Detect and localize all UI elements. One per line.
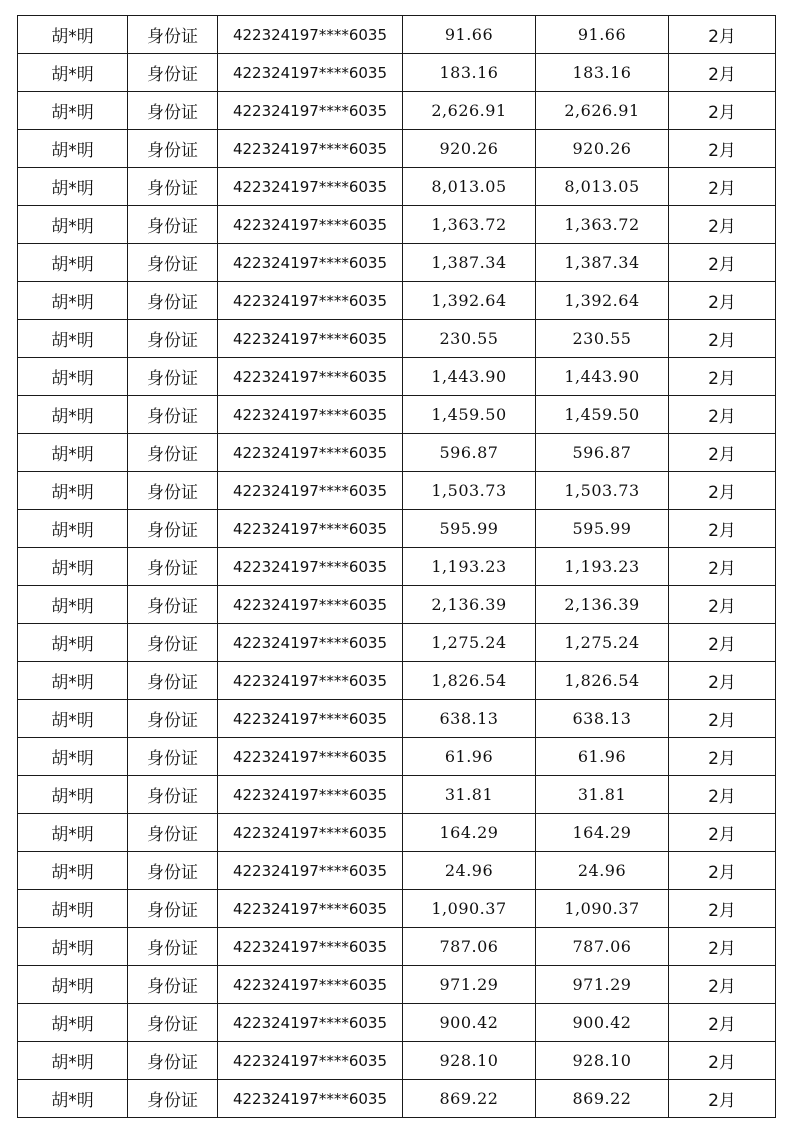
amount-paid-cell: 1,275.24 bbox=[536, 624, 669, 662]
amount-paid-cell: 2,626.91 bbox=[536, 92, 669, 130]
table-row bbox=[18, 434, 776, 472]
table-row bbox=[18, 54, 776, 92]
name-cell: 胡*明 bbox=[18, 662, 128, 700]
id-type-cell: 身份证 bbox=[128, 814, 218, 852]
name-cell: 胡*明 bbox=[18, 206, 128, 244]
amount-paid-cell: 1,090.37 bbox=[536, 890, 669, 928]
amount-cell: 61.96 bbox=[403, 738, 536, 776]
table-row bbox=[18, 472, 776, 510]
amount-cell: 920.26 bbox=[403, 130, 536, 168]
id-type-cell: 身份证 bbox=[128, 472, 218, 510]
id-number-cell: 422324197****6035 bbox=[218, 320, 403, 358]
name-cell: 胡*明 bbox=[18, 320, 128, 358]
name-cell: 胡*明 bbox=[18, 130, 128, 168]
month-cell: 2月 bbox=[669, 206, 776, 244]
month-cell: 2月 bbox=[669, 890, 776, 928]
records-table-body bbox=[18, 16, 776, 1118]
id-number-cell: 422324197****6035 bbox=[218, 776, 403, 814]
id-number-cell: 422324197****6035 bbox=[218, 1042, 403, 1080]
amount-cell: 230.55 bbox=[403, 320, 536, 358]
id-number-cell: 422324197****6035 bbox=[218, 130, 403, 168]
name-cell: 胡*明 bbox=[18, 282, 128, 320]
amount-cell: 1,193.23 bbox=[403, 548, 536, 586]
id-type-cell: 身份证 bbox=[128, 396, 218, 434]
id-number-cell: 422324197****6035 bbox=[218, 738, 403, 776]
amount-paid-cell: 24.96 bbox=[536, 852, 669, 890]
table-row bbox=[18, 282, 776, 320]
name-cell: 胡*明 bbox=[18, 1004, 128, 1042]
amount-paid-cell: 1,503.73 bbox=[536, 472, 669, 510]
id-type-cell: 身份证 bbox=[128, 434, 218, 472]
amount-paid-cell: 2,136.39 bbox=[536, 586, 669, 624]
amount-cell: 8,013.05 bbox=[403, 168, 536, 206]
amount-cell: 1,392.64 bbox=[403, 282, 536, 320]
id-number-cell: 422324197****6035 bbox=[218, 966, 403, 1004]
id-number-cell: 422324197****6035 bbox=[218, 1080, 403, 1118]
id-type-cell: 身份证 bbox=[128, 624, 218, 662]
month-cell: 2月 bbox=[669, 282, 776, 320]
id-number-cell: 422324197****6035 bbox=[218, 814, 403, 852]
amount-cell: 1,275.24 bbox=[403, 624, 536, 662]
id-number-cell: 422324197****6035 bbox=[218, 92, 403, 130]
amount-cell: 596.87 bbox=[403, 434, 536, 472]
table-row bbox=[18, 1042, 776, 1080]
amount-paid-cell: 1,363.72 bbox=[536, 206, 669, 244]
table-row bbox=[18, 320, 776, 358]
month-cell: 2月 bbox=[669, 54, 776, 92]
id-number-cell: 422324197****6035 bbox=[218, 548, 403, 586]
id-type-cell: 身份证 bbox=[128, 776, 218, 814]
amount-cell: 971.29 bbox=[403, 966, 536, 1004]
amount-cell: 787.06 bbox=[403, 928, 536, 966]
amount-paid-cell: 31.81 bbox=[536, 776, 669, 814]
amount-paid-cell: 869.22 bbox=[536, 1080, 669, 1118]
amount-cell: 91.66 bbox=[403, 16, 536, 54]
id-type-cell: 身份证 bbox=[128, 662, 218, 700]
month-cell: 2月 bbox=[669, 1080, 776, 1118]
id-type-cell: 身份证 bbox=[128, 966, 218, 1004]
amount-paid-cell: 900.42 bbox=[536, 1004, 669, 1042]
month-cell: 2月 bbox=[669, 472, 776, 510]
table-row bbox=[18, 852, 776, 890]
table-row bbox=[18, 244, 776, 282]
month-cell: 2月 bbox=[669, 1004, 776, 1042]
month-cell: 2月 bbox=[669, 662, 776, 700]
amount-cell: 900.42 bbox=[403, 1004, 536, 1042]
amount-cell: 2,626.91 bbox=[403, 92, 536, 130]
name-cell: 胡*明 bbox=[18, 510, 128, 548]
month-cell: 2月 bbox=[669, 814, 776, 852]
name-cell: 胡*明 bbox=[18, 814, 128, 852]
amount-paid-cell: 596.87 bbox=[536, 434, 669, 472]
id-type-cell: 身份证 bbox=[128, 510, 218, 548]
table-row bbox=[18, 548, 776, 586]
id-number-cell: 422324197****6035 bbox=[218, 700, 403, 738]
id-type-cell: 身份证 bbox=[128, 1042, 218, 1080]
month-cell: 2月 bbox=[669, 358, 776, 396]
month-cell: 2月 bbox=[669, 700, 776, 738]
amount-cell: 638.13 bbox=[403, 700, 536, 738]
name-cell: 胡*明 bbox=[18, 548, 128, 586]
amount-cell: 1,826.54 bbox=[403, 662, 536, 700]
table-row bbox=[18, 16, 776, 54]
table-row bbox=[18, 890, 776, 928]
id-number-cell: 422324197****6035 bbox=[218, 472, 403, 510]
name-cell: 胡*明 bbox=[18, 1042, 128, 1080]
name-cell: 胡*明 bbox=[18, 1080, 128, 1118]
amount-paid-cell: 183.16 bbox=[536, 54, 669, 92]
amount-cell: 595.99 bbox=[403, 510, 536, 548]
amount-paid-cell: 164.29 bbox=[536, 814, 669, 852]
month-cell: 2月 bbox=[669, 738, 776, 776]
table-row bbox=[18, 662, 776, 700]
name-cell: 胡*明 bbox=[18, 738, 128, 776]
month-cell: 2月 bbox=[669, 130, 776, 168]
amount-cell: 2,136.39 bbox=[403, 586, 536, 624]
amount-paid-cell: 787.06 bbox=[536, 928, 669, 966]
month-cell: 2月 bbox=[669, 586, 776, 624]
records-table bbox=[17, 15, 776, 1118]
amount-paid-cell: 595.99 bbox=[536, 510, 669, 548]
amount-paid-cell: 1,826.54 bbox=[536, 662, 669, 700]
name-cell: 胡*明 bbox=[18, 16, 128, 54]
id-type-cell: 身份证 bbox=[128, 130, 218, 168]
name-cell: 胡*明 bbox=[18, 966, 128, 1004]
name-cell: 胡*明 bbox=[18, 92, 128, 130]
id-type-cell: 身份证 bbox=[128, 320, 218, 358]
id-type-cell: 身份证 bbox=[128, 244, 218, 282]
amount-cell: 31.81 bbox=[403, 776, 536, 814]
amount-cell: 1,363.72 bbox=[403, 206, 536, 244]
id-number-cell: 422324197****6035 bbox=[218, 168, 403, 206]
amount-cell: 1,443.90 bbox=[403, 358, 536, 396]
table-row bbox=[18, 928, 776, 966]
amount-cell: 183.16 bbox=[403, 54, 536, 92]
id-type-cell: 身份证 bbox=[128, 738, 218, 776]
month-cell: 2月 bbox=[669, 1042, 776, 1080]
id-number-cell: 422324197****6035 bbox=[218, 928, 403, 966]
table-row bbox=[18, 814, 776, 852]
table-row bbox=[18, 624, 776, 662]
id-type-cell: 身份证 bbox=[128, 928, 218, 966]
month-cell: 2月 bbox=[669, 320, 776, 358]
id-type-cell: 身份证 bbox=[128, 852, 218, 890]
amount-paid-cell: 1,459.50 bbox=[536, 396, 669, 434]
amount-cell: 1,459.50 bbox=[403, 396, 536, 434]
amount-paid-cell: 91.66 bbox=[536, 16, 669, 54]
table-row bbox=[18, 1080, 776, 1118]
id-type-cell: 身份证 bbox=[128, 890, 218, 928]
table-row bbox=[18, 358, 776, 396]
id-number-cell: 422324197****6035 bbox=[218, 54, 403, 92]
name-cell: 胡*明 bbox=[18, 434, 128, 472]
table-row bbox=[18, 738, 776, 776]
id-number-cell: 422324197****6035 bbox=[218, 396, 403, 434]
name-cell: 胡*明 bbox=[18, 624, 128, 662]
name-cell: 胡*明 bbox=[18, 586, 128, 624]
amount-paid-cell: 1,387.34 bbox=[536, 244, 669, 282]
id-type-cell: 身份证 bbox=[128, 358, 218, 396]
id-type-cell: 身份证 bbox=[128, 168, 218, 206]
month-cell: 2月 bbox=[669, 434, 776, 472]
id-type-cell: 身份证 bbox=[128, 700, 218, 738]
table-row bbox=[18, 396, 776, 434]
table-row bbox=[18, 1004, 776, 1042]
month-cell: 2月 bbox=[669, 776, 776, 814]
table-row bbox=[18, 776, 776, 814]
id-number-cell: 422324197****6035 bbox=[218, 1004, 403, 1042]
id-number-cell: 422324197****6035 bbox=[218, 434, 403, 472]
month-cell: 2月 bbox=[669, 510, 776, 548]
amount-paid-cell: 1,443.90 bbox=[536, 358, 669, 396]
name-cell: 胡*明 bbox=[18, 472, 128, 510]
month-cell: 2月 bbox=[669, 548, 776, 586]
name-cell: 胡*明 bbox=[18, 700, 128, 738]
table-row bbox=[18, 966, 776, 1004]
name-cell: 胡*明 bbox=[18, 244, 128, 282]
id-number-cell: 422324197****6035 bbox=[218, 282, 403, 320]
amount-cell: 1,090.37 bbox=[403, 890, 536, 928]
id-type-cell: 身份证 bbox=[128, 1004, 218, 1042]
month-cell: 2月 bbox=[669, 168, 776, 206]
month-cell: 2月 bbox=[669, 396, 776, 434]
id-number-cell: 422324197****6035 bbox=[218, 586, 403, 624]
amount-cell: 24.96 bbox=[403, 852, 536, 890]
id-type-cell: 身份证 bbox=[128, 54, 218, 92]
id-type-cell: 身份证 bbox=[128, 16, 218, 54]
id-number-cell: 422324197****6035 bbox=[218, 890, 403, 928]
name-cell: 胡*明 bbox=[18, 54, 128, 92]
table-row bbox=[18, 700, 776, 738]
month-cell: 2月 bbox=[669, 966, 776, 1004]
id-type-cell: 身份证 bbox=[128, 92, 218, 130]
id-type-cell: 身份证 bbox=[128, 586, 218, 624]
name-cell: 胡*明 bbox=[18, 928, 128, 966]
id-number-cell: 422324197****6035 bbox=[218, 624, 403, 662]
month-cell: 2月 bbox=[669, 244, 776, 282]
month-cell: 2月 bbox=[669, 16, 776, 54]
table-row bbox=[18, 510, 776, 548]
amount-cell: 928.10 bbox=[403, 1042, 536, 1080]
table-row bbox=[18, 92, 776, 130]
table-row bbox=[18, 206, 776, 244]
id-number-cell: 422324197****6035 bbox=[218, 662, 403, 700]
id-type-cell: 身份证 bbox=[128, 1080, 218, 1118]
name-cell: 胡*明 bbox=[18, 168, 128, 206]
amount-cell: 164.29 bbox=[403, 814, 536, 852]
month-cell: 2月 bbox=[669, 624, 776, 662]
amount-paid-cell: 928.10 bbox=[536, 1042, 669, 1080]
name-cell: 胡*明 bbox=[18, 890, 128, 928]
name-cell: 胡*明 bbox=[18, 776, 128, 814]
id-number-cell: 422324197****6035 bbox=[218, 206, 403, 244]
month-cell: 2月 bbox=[669, 928, 776, 966]
id-number-cell: 422324197****6035 bbox=[218, 16, 403, 54]
table-row bbox=[18, 130, 776, 168]
amount-paid-cell: 920.26 bbox=[536, 130, 669, 168]
id-type-cell: 身份证 bbox=[128, 282, 218, 320]
amount-paid-cell: 1,392.64 bbox=[536, 282, 669, 320]
table-row bbox=[18, 586, 776, 624]
amount-paid-cell: 61.96 bbox=[536, 738, 669, 776]
id-number-cell: 422324197****6035 bbox=[218, 244, 403, 282]
amount-paid-cell: 230.55 bbox=[536, 320, 669, 358]
id-number-cell: 422324197****6035 bbox=[218, 510, 403, 548]
amount-paid-cell: 971.29 bbox=[536, 966, 669, 1004]
amount-paid-cell: 8,013.05 bbox=[536, 168, 669, 206]
id-number-cell: 422324197****6035 bbox=[218, 358, 403, 396]
amount-cell: 869.22 bbox=[403, 1080, 536, 1118]
amount-cell: 1,503.73 bbox=[403, 472, 536, 510]
id-type-cell: 身份证 bbox=[128, 548, 218, 586]
amount-paid-cell: 1,193.23 bbox=[536, 548, 669, 586]
name-cell: 胡*明 bbox=[18, 396, 128, 434]
month-cell: 2月 bbox=[669, 852, 776, 890]
table-row bbox=[18, 168, 776, 206]
name-cell: 胡*明 bbox=[18, 852, 128, 890]
id-number-cell: 422324197****6035 bbox=[218, 852, 403, 890]
month-cell: 2月 bbox=[669, 92, 776, 130]
amount-paid-cell: 638.13 bbox=[536, 700, 669, 738]
amount-cell: 1,387.34 bbox=[403, 244, 536, 282]
id-type-cell: 身份证 bbox=[128, 206, 218, 244]
name-cell: 胡*明 bbox=[18, 358, 128, 396]
